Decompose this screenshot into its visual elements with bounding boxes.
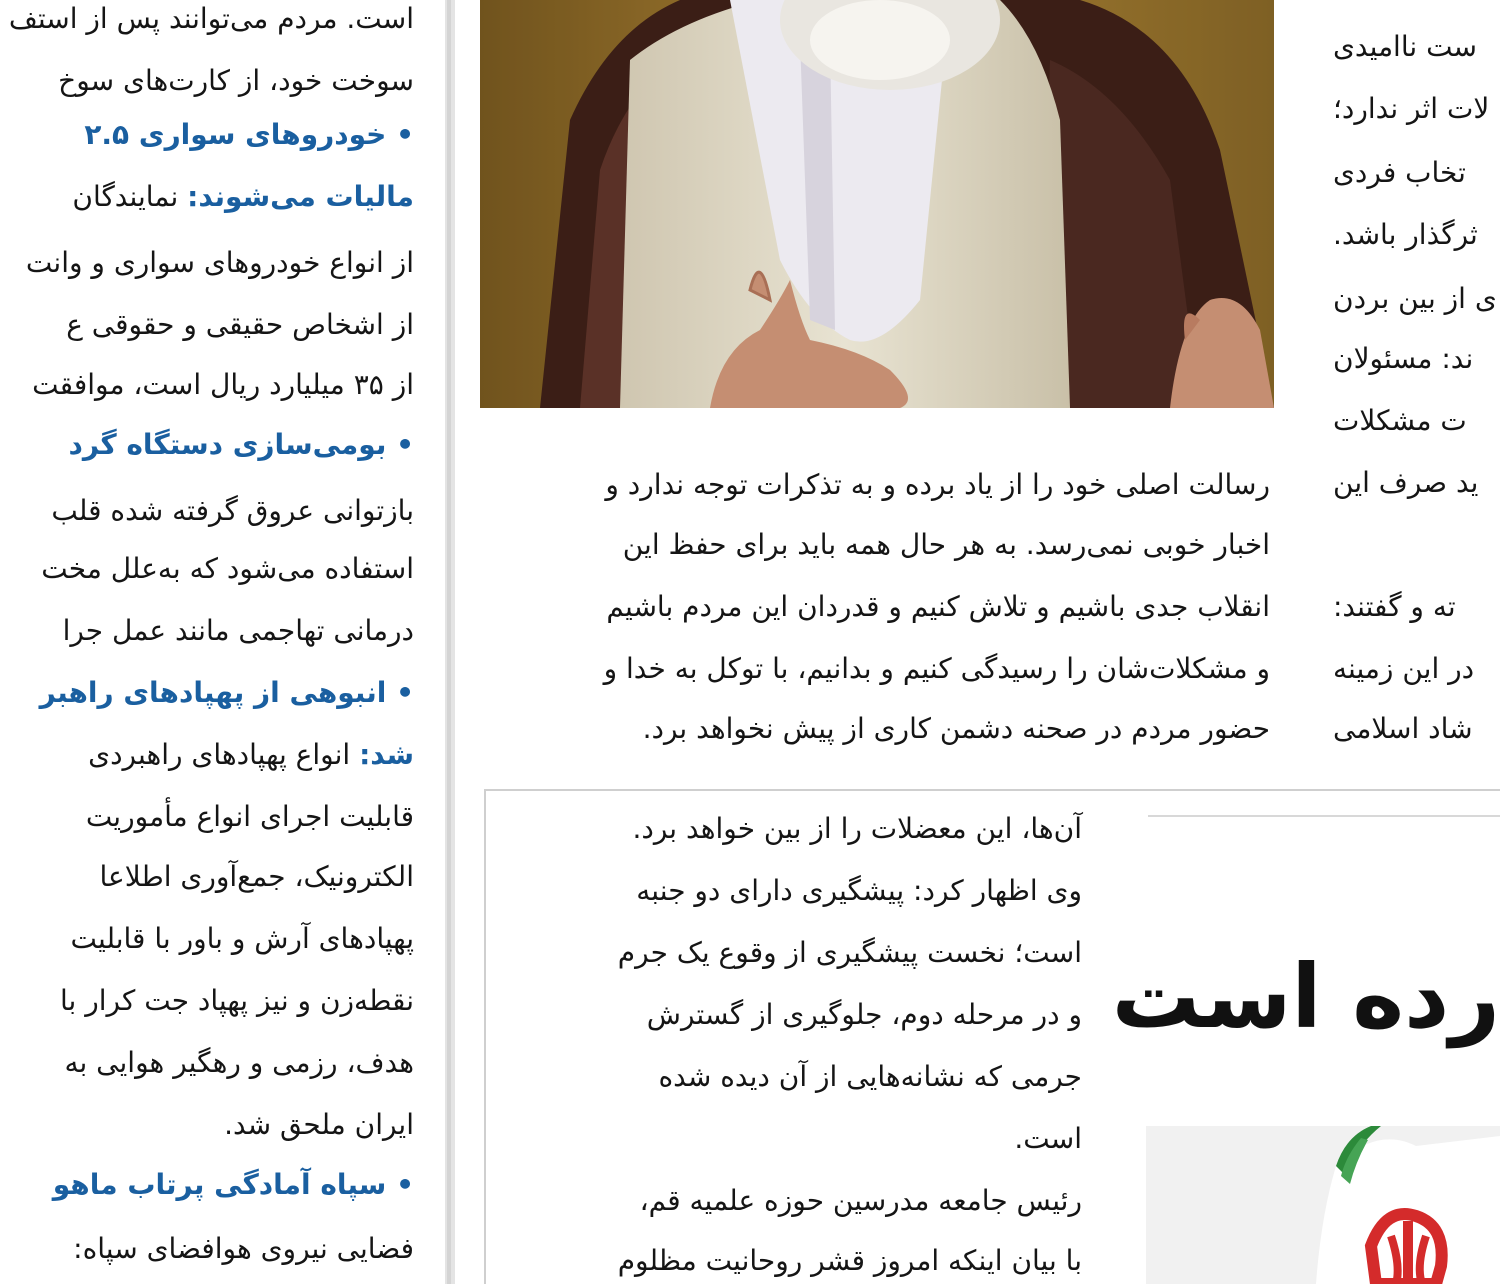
right-line: ند: مسئولان — [1333, 342, 1474, 375]
left-line: از ۳۵ میلیارد ریال است، موافقت — [32, 368, 414, 401]
bullet-icon: • — [396, 676, 414, 709]
left-subhead — [40, 676, 414, 709]
bullet-icon: • — [396, 1168, 414, 1201]
left-line: استفاده می‌شود که به‌علل مخت — [41, 552, 414, 585]
box-line: آن‌ها، این معضلات را از بین خواهد برد. — [632, 812, 1082, 845]
left-line: الکترونیک، جمع‌آوری اطلاعا — [99, 860, 414, 893]
flag-photo — [1146, 1126, 1500, 1284]
box-line: با بیان اینکه امروز قشر روحانیت مظلوم — [617, 1244, 1082, 1277]
left-subhead — [84, 118, 414, 151]
line-text: انواع پهپادهای راهبردی — [88, 738, 360, 771]
left-line: سوخت خود، از کارت‌های سوخ — [58, 64, 414, 97]
left-line: قابلیت اجرای انواع مأموریت — [85, 800, 414, 833]
subhead-text: بومی‌سازی دستگاه گرد — [68, 428, 387, 461]
right-line: ی از بین بردن — [1333, 282, 1497, 315]
left-line — [72, 180, 414, 213]
box-line: است. — [1014, 1122, 1082, 1155]
center-line: رسالت اصلی خود را از یاد برده و به تذکرات توجه ندارد و — [605, 468, 1270, 501]
box-line: رئیس جامعه مدرسین حوزه علمیه قم، — [639, 1184, 1082, 1217]
bullet-icon: • — [396, 428, 414, 461]
left-line: نقطه‌زن و نیز پهپاد جت کرار با — [60, 984, 414, 1017]
left-line: درمانی تهاجمی مانند عمل جرا — [62, 614, 414, 647]
highlight-text: شد: — [359, 738, 414, 771]
right-line: لات اثر ندارد؛ — [1333, 92, 1490, 125]
headline-rule — [1148, 815, 1500, 817]
subhead-text: سپاه آمادگی پرتاب ماهو — [52, 1168, 387, 1201]
right-line: ت مشکلات — [1333, 404, 1467, 437]
left-line: ایران ملحق شد. — [224, 1108, 414, 1141]
box-line: جرمی که نشانه‌هایی از آن دیده شده — [658, 1060, 1082, 1093]
right-line: در این زمینه — [1333, 652, 1475, 685]
subhead-text: خودروهای سواری ۲.۵ — [84, 118, 387, 151]
right-line: تخاب فردی — [1333, 156, 1466, 189]
left-line: است. مردم می‌توانند پس از استف — [8, 2, 414, 35]
column-divider — [445, 0, 455, 1284]
left-subhead — [53, 1168, 414, 1201]
box-line: است؛ نخست پیشگیری از وقوع یک جرم — [617, 936, 1082, 969]
center-line: و مشکلات‌شان را رسیدگی کنیم و بدانیم، با توکل به خدا و — [603, 652, 1270, 685]
right-line: ته و گفتند: — [1333, 590, 1456, 623]
article-headline: رده است — [1111, 945, 1500, 1048]
box-line: و در مرحله دوم، جلوگیری از گسترش — [646, 998, 1082, 1031]
bullet-icon: • — [396, 118, 414, 151]
left-line: از انواع خودروهای سواری و وانت — [25, 246, 414, 279]
left-line: هدف، رزمی و رهگیر هوایی به — [64, 1046, 414, 1079]
subhead-text: انبوهی از پهپادهای راهبر — [39, 676, 387, 709]
right-line: ثرگذار باشد. — [1333, 218, 1478, 251]
box-line: وی اظهار کرد: پیشگیری دارای دو جنبه — [636, 874, 1082, 907]
line-text: نمایندگان — [72, 180, 188, 213]
left-line: بازتوانی عروق گرفته شده قلب — [51, 494, 414, 527]
right-line: شاد اسلامی — [1333, 712, 1473, 745]
center-line: اخبار خوبی نمی‌رسد. به هر حال همه باید برای حفظ این — [622, 528, 1270, 561]
right-line: ید صرف این — [1333, 466, 1479, 499]
left-line — [88, 738, 414, 771]
right-line: ست ناامیدی — [1333, 30, 1478, 63]
iran-flag-image — [1146, 1126, 1500, 1284]
highlight-text: مالیات می‌شوند: — [187, 180, 414, 213]
left-line: از اشخاص حقیقی و حقوقی ع — [66, 308, 414, 341]
left-subhead — [69, 428, 414, 461]
portrait-image — [480, 0, 1274, 408]
center-line: انقلاب جدی باشیم و تلاش کنیم و قدردان این مردم باشیم — [606, 590, 1270, 623]
article-photo — [480, 0, 1274, 408]
left-line: پهپادهای آرش و باور با قابلیت — [70, 922, 414, 955]
center-line: حضور مردم در صحنه دشمن کاری از پیش نخواهد برد. — [642, 712, 1270, 745]
left-line: فضایی نیروی هوافضای سپاه: — [73, 1232, 414, 1265]
